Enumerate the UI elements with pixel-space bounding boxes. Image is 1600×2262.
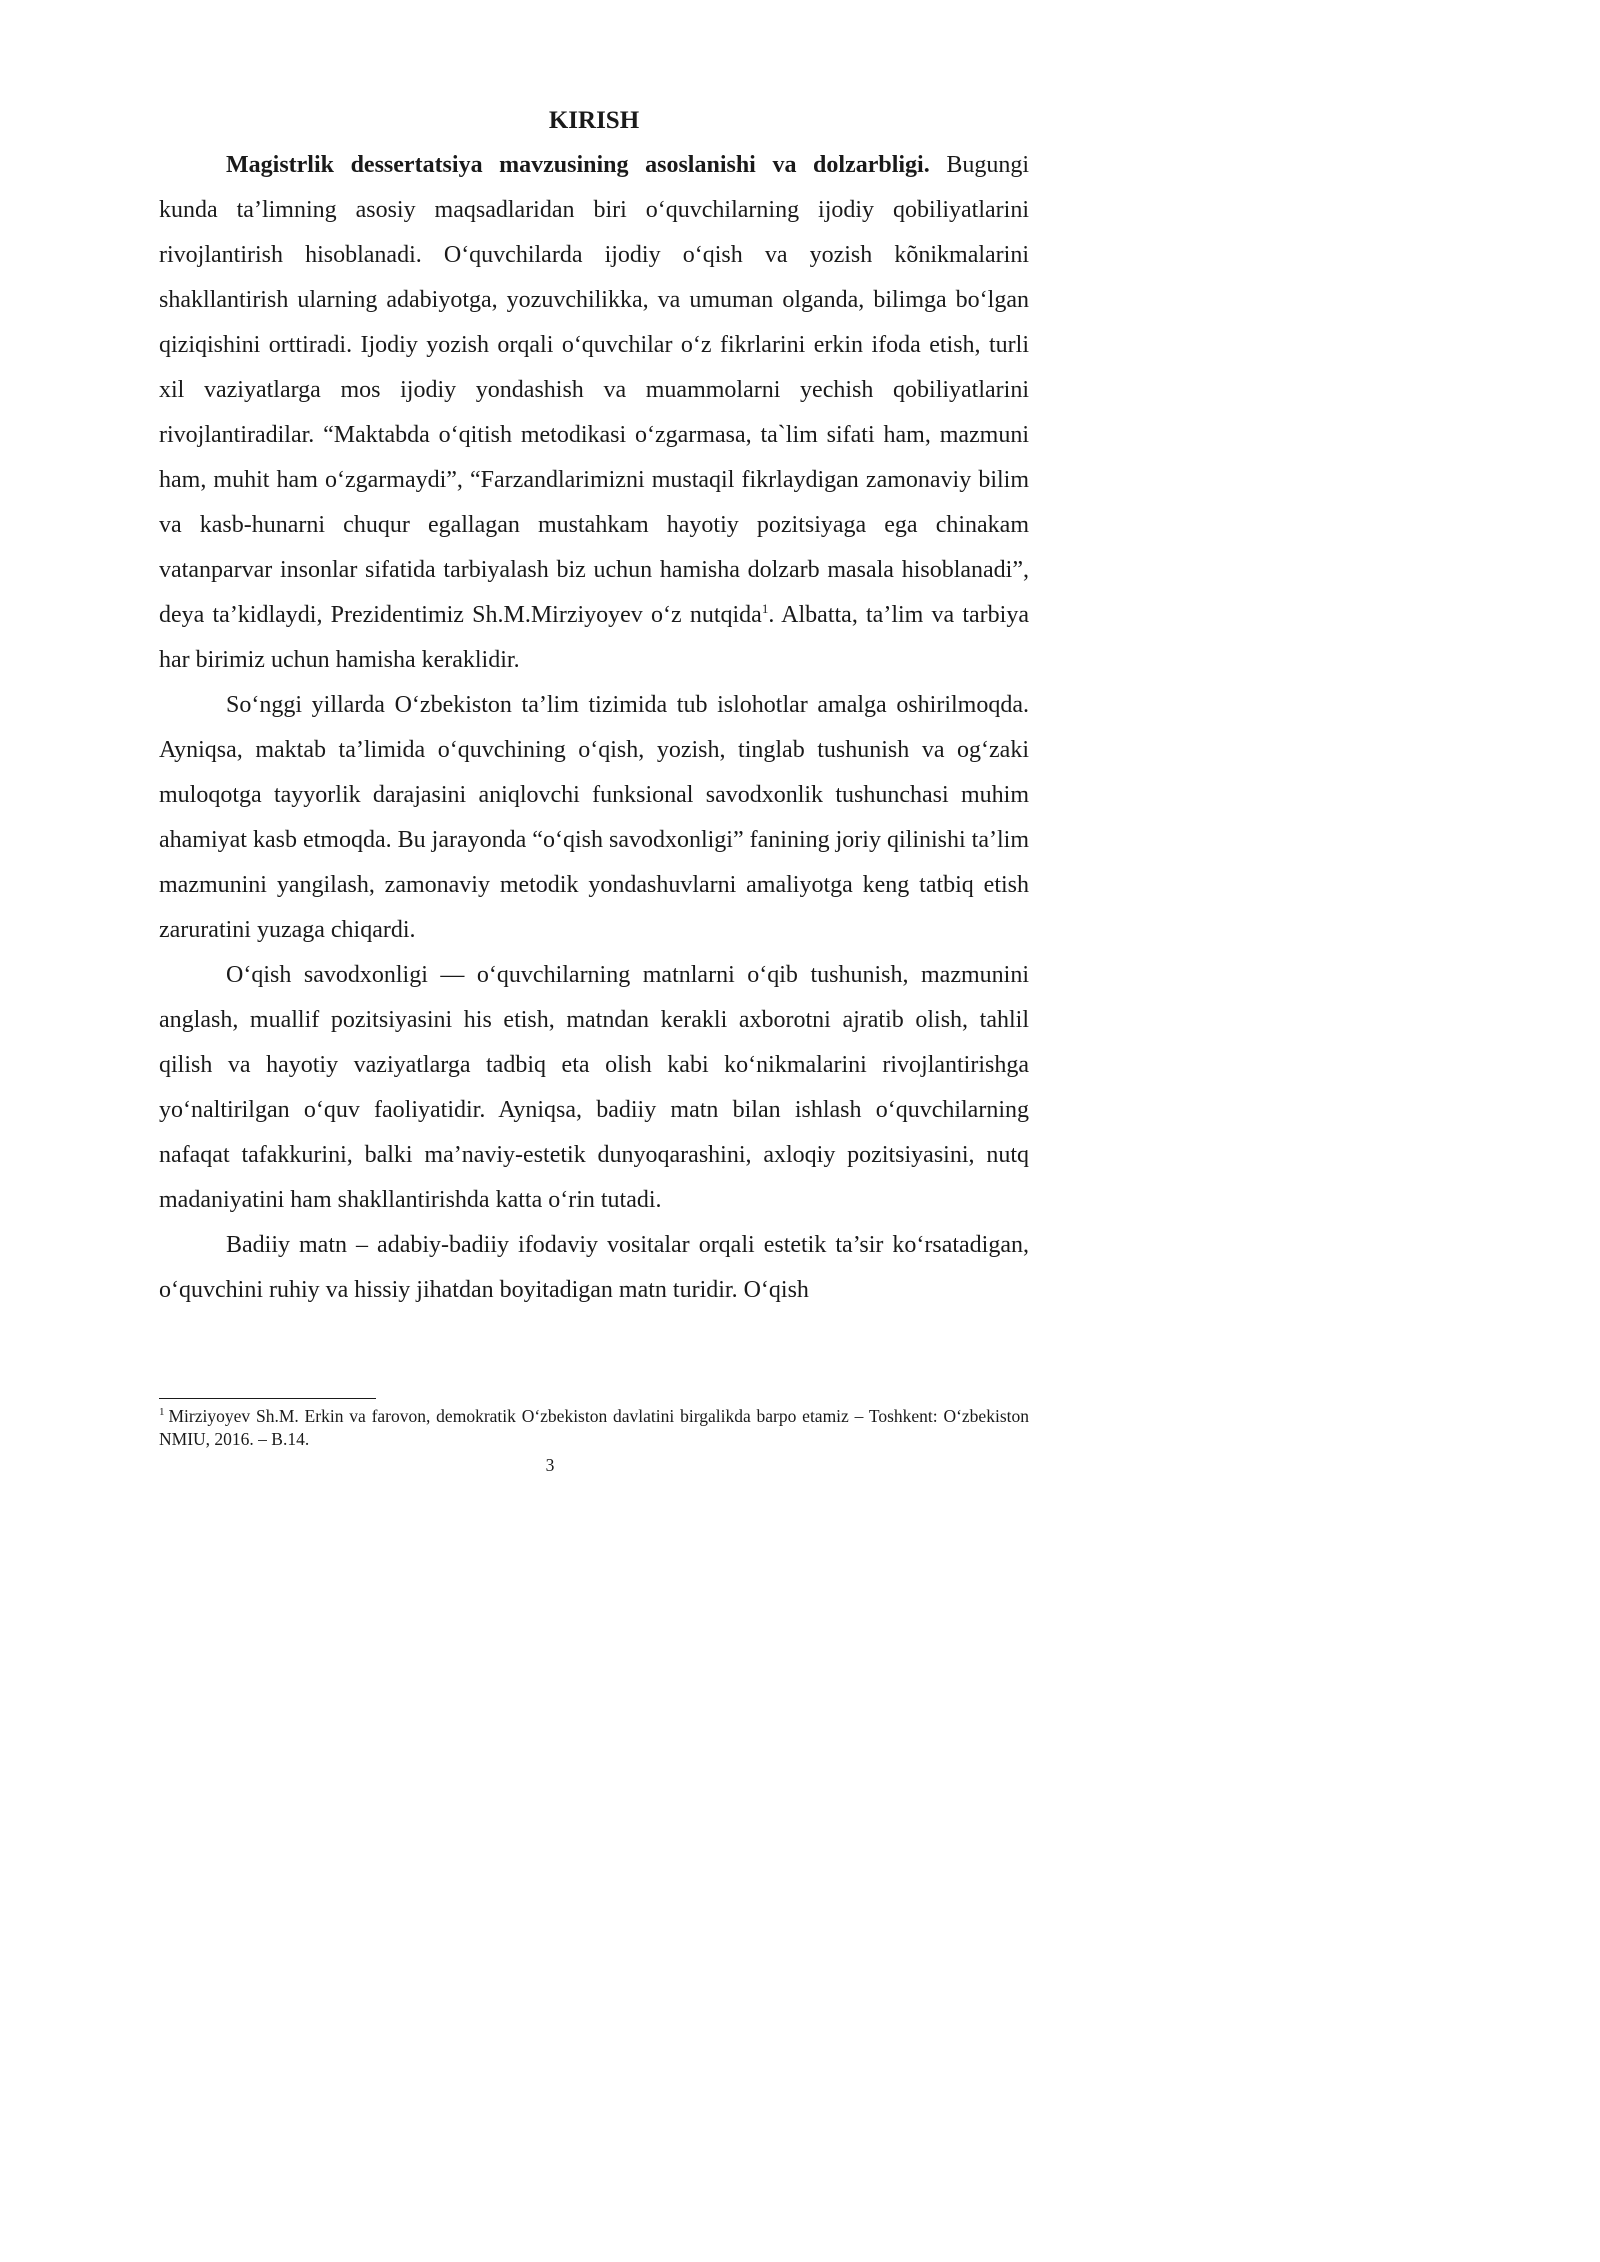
paragraph-text: . Albatta, ta’lim va tarbiya har birimiz uchun hamisha keraklidir. (159, 602, 1029, 673)
footnote-divider (159, 1398, 376, 1399)
footnote (159, 1405, 1029, 1451)
paragraph-literary-text: Badiiy matn – adabiy-badiiy ifodaviy vositalar orqali estetik ta’sir ko‘rsatadigan, o‘quvchini ruhiy va hissiy jihatdan boyitadigan matn turidir. O‘qish (159, 1232, 1029, 1303)
footnote-number: 1 (159, 1406, 165, 1419)
paragraph-reading-literacy: O‘qish savodxonligi — o‘quvchilarning matnlarni o‘qib tushunish, mazmunini anglash, muallif pozitsiyasini his etish, matndan kerakli axborotni ajratib olish, tahlil qilish va hayotiy vaziyatlarga tadbiq eta olish kabi ko‘nikmalarini rivojlantirishga yo‘naltirilgan o‘quv faoliyatidir. Ayniqsa, badiiy matn bilan ishlash o‘quvchilarning nafaqat tafakkurini, balki ma’naviy-estetik dunyoqarashini, axloqiy pozitsiyasini, nutq madaniyatini ham shakllantirishda katta o‘rin tutadi. (159, 962, 1029, 1213)
paragraph-reforms: So‘nggi yillarda O‘zbekiston ta’lim tizimida tub islohotlar amalga oshirilmoqda. Ayniqsa, maktab ta’limida o‘quvchining o‘qish, yozish, tinglab tushunish va og‘zaki muloqotga tayyorlik darajasini aniqlovchi funksional savodxonlik tushunchasi muhim ahamiyat kasb etmoqda. Bu jarayonda “o‘qish savodxonligi” fanining joriy qilinishi ta’lim mazmunini yangilash, zamonaviy metodik yondashuvlarni amaliyotga keng tatbiq etish zaruratini yuzaga chiqardi. (159, 692, 1029, 943)
page-title: KIRISH (548, 107, 640, 134)
page-number: 3 (545, 1455, 555, 1475)
paragraph-text: Bugungi kunda ta’limning asosiy maqsadlaridan biri o‘quvchilarning ijodiy qobiliyatlarini rivojlantirish hisoblanadi. O‘quvchilarda ijodiy o‘qish va yozish kõnikmalarini shakllantirish ularning adabiyotga, yozuvchilikka, va umuman olganda, bilimga bo‘lgan qiziqishini orttiradi. Ijodiy yozish orqali o‘quvchilar o‘z fikrlarini erkin ifoda etish, turli xil vaziyatlarga mos ijodiy yondashish va muammolarni yechish qobiliyatlarini rivojlantiradilar. “Maktabda o‘qitish metodikasi o‘zgarmasa, ta`lim sifati ham, mazmuni ham, muhit ham o‘zgarmaydi”, “Farzandlarimizni mustaqil fikrlaydigan zamonaviy bilim va kasb-hunarni chuqur egallagan mustahkam hayotiy pozitsiyaga ega chinakam vatanparvar insonlar sifatida tarbiyalash biz uchun hamisha dolzarb masala hisoblanadi”, deya ta’kidlaydi, Prezidentimiz Sh.M.Mirziyoyev o‘z nutqida (159, 152, 1029, 628)
footnote-reference[interactable]: 1 (761, 601, 769, 616)
page-body (159, 98, 1029, 1313)
footnote-text: Mirziyoyev Sh.M. Erkin va farovon, demokratik O‘zbekiston davlatini birgalikda barpo etamiz – Toshkent: O‘zbekiston NMIU, 2016. – B.14. (159, 1406, 1029, 1449)
paragraph-relevance (159, 143, 1029, 683)
paragraph-lead-heading: Magistrlik dessertatsiya mavzusining asoslanishi va dolzarbligi. (226, 152, 930, 178)
